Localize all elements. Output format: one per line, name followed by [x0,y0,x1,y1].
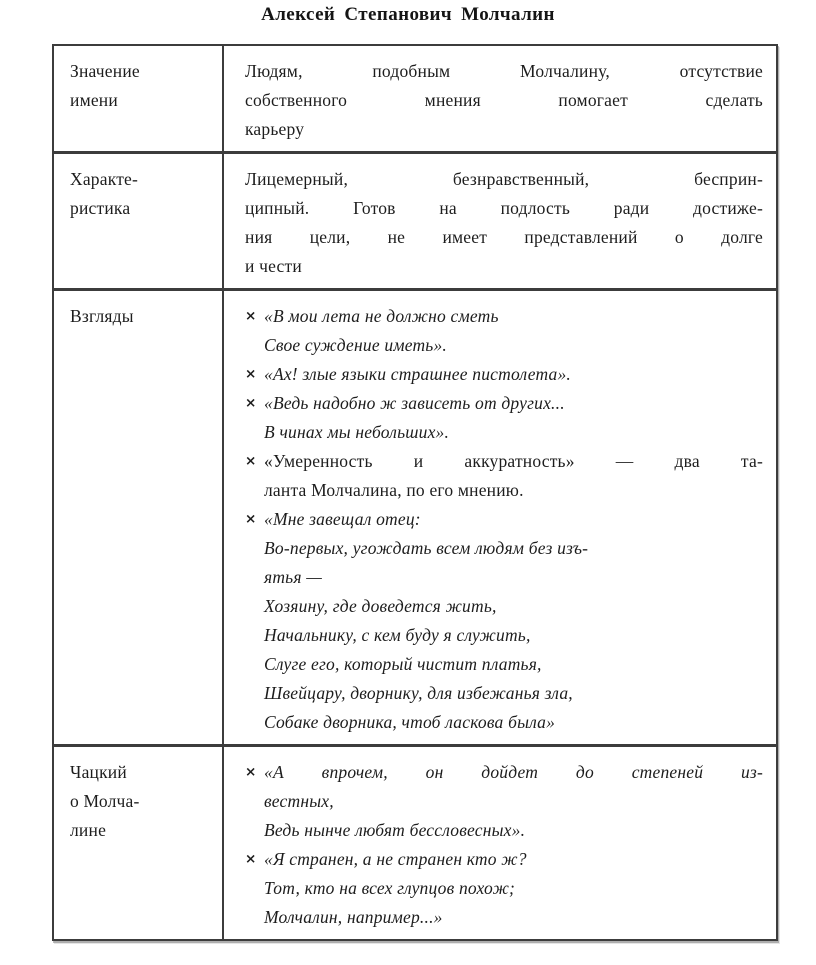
row-content-cell [224,291,776,744]
row-label-cell [54,291,224,744]
quote-line: Свое суждение иметь». [264,335,447,355]
quote-line: «Умеренность и аккуратность» — два та- [264,451,763,471]
list-item [245,758,763,845]
character-table [52,44,778,941]
table-row [54,46,776,151]
quote-line: «В мои лета не должно сметь [264,306,499,326]
row-label-line: Характе- [70,169,139,189]
quote-line: «Ведь надобно ж зависеть от других... [264,393,565,413]
quote-line: Собаке дворника, чтоб ласкова была» [264,712,556,732]
quote-text [264,758,763,845]
bullet-x-icon: × [245,511,257,527]
quote-line: Хозяину, где доведется жить, [264,596,497,616]
quote-text [264,302,763,360]
quote-line: вестных, [264,791,334,811]
table-row [54,151,776,288]
quote-text [264,389,763,447]
bullet-x-icon: × [245,764,257,780]
quote-line: Начальнику, с кем буду я служить, [264,625,531,645]
row-label-line: ристика [70,198,131,218]
bullet-x-icon: × [245,851,257,867]
quote-line: Ведь нынче любят бессловесных». [264,820,526,840]
row-label-cell [54,747,224,939]
row-label-line: о Молча- [70,791,140,811]
quote-line: «Мне завещал отец: [264,509,421,529]
bullet-x-icon: × [245,453,257,469]
quote-line: «Ах! злые языки страшнее пистолета». [264,364,572,384]
table-row [54,288,776,744]
paragraph-line: ципный. Готов на подлость ради достиже- [245,198,763,218]
quote-line: В чинах мы небольших». [264,422,450,442]
row-label-line: Чацкий [70,762,127,782]
quote-line: ятья — [264,567,323,587]
paragraph-line: ния цели, не имеет представлений о долге [245,227,763,247]
list-item [245,389,763,447]
list-item [245,505,763,737]
row-content-cell [224,154,776,288]
row-label-cell [54,154,224,288]
bullet-x-icon: × [245,366,257,382]
quote-text [264,447,763,505]
row-label-line: Значение [70,61,140,81]
paragraph-line: Лицемерный, безнравственный, бесприн- [245,169,763,189]
paragraph-line: собственного мнения помогает сделать [245,90,763,110]
quote-text [264,845,763,932]
quote-line: ланта Молчалина, по его мнению. [264,480,524,500]
row-label-cell [54,46,224,151]
bullet-x-icon: × [245,395,257,411]
quote-line: Тот, кто на всех глупцов похож; [264,878,516,898]
row-label-line: Взгляды [70,306,134,326]
paragraph-line: карьеру [245,119,305,139]
list-item [245,447,763,505]
row-content-cell [224,747,776,939]
quote-line: «А впрочем, он дойдет до степеней из- [264,762,763,782]
paragraph-line: и чести [245,256,302,276]
list-item [245,302,763,360]
quote-line: Слуге его, который чистит платья, [264,654,542,674]
page-title: Алексей Степанович Молчалин [261,4,555,25]
bullet-x-icon: × [245,308,257,324]
row-label-line: имени [70,90,118,110]
quote-line: Во-первых, угождать всем людям без изъ- [264,538,589,558]
row-content-cell [224,46,776,151]
list-item [245,845,763,932]
quote-line: «Я странен, а не странен кто ж? [264,849,527,869]
quote-text [264,360,763,389]
quote-text [264,505,763,737]
list-item [245,360,763,389]
table-row [54,744,776,939]
paragraph-line: Людям, подобным Молчалину, отсутствие [245,61,763,81]
quote-line: Молчалин, например...» [264,907,443,927]
quote-line: Швейцару, дворнику, для избежанья зла, [264,683,573,703]
row-label-line: лине [70,820,107,840]
